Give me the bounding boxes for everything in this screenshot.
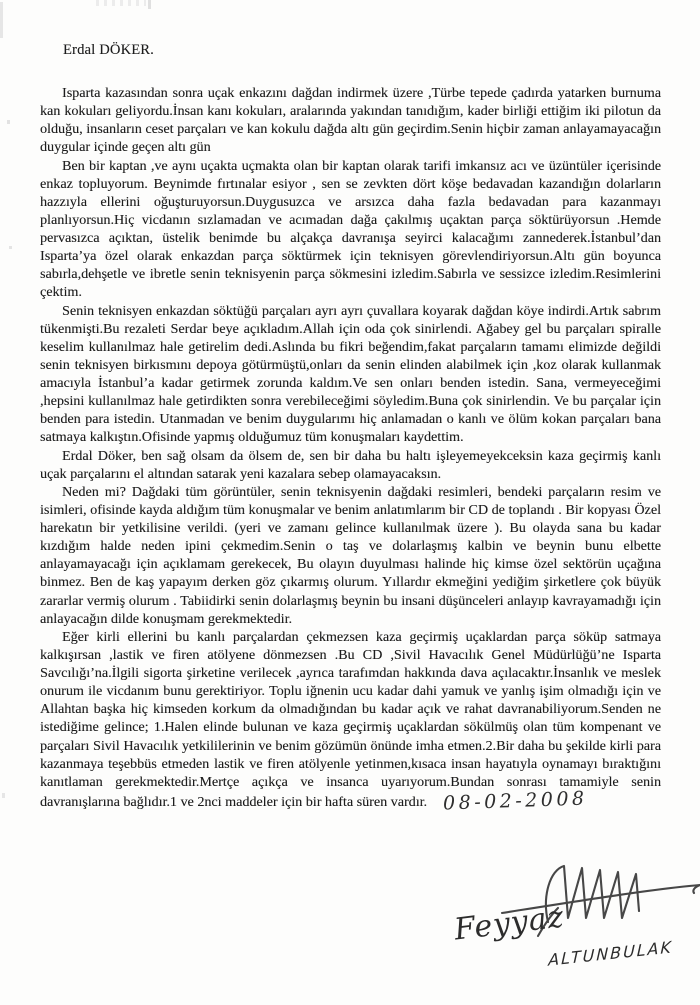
scan-artifact: [148, 0, 151, 9]
signature-block: [452, 856, 700, 991]
letter-paragraph: Ben bir kaptan ,ve aynı uçakta uçmakta olan bir kaptan olarak tarifi imkansız acı ve üzüntüler içerisinde enkaz topluyorum. Beynimde fırtınalar esiyor , sen se zevkten dört köşe bedavadan kazandığın dolarların hazzıyla ellerini oğuşturuyorsun.Duygusuzca ve arsızca daha fazla bedavadan para kazanmayı planlıyorsun.Hiç vicdanın sızlamadan ve acımadan dağa çakılmış uçaktan parça söktürüyorsun .Hemde pervasızca açıktan, üstelik benimde bu alçakça davranışa seyirci kalacağımı zannederek.İstanbul’dan Isparta’ya özel olarak enkazdan parça söktürmek için teknisyen görevlendiriyorsun.Altı gün boyunca sabırla,dehşetle ve ibretle senin teknisyenin parça sökmesini izledim.Sabırla ve sessizce izledim.Resimlerini çektim.: [40, 157, 661, 301]
scan-artifact: [2, 793, 5, 798]
signature-last-name: ALTUNBULAK: [548, 937, 674, 970]
addressee-line: Erdal DÖKER.: [63, 42, 154, 58]
letter-body: [40, 84, 661, 815]
scan-artifact: [7, 120, 10, 124]
scan-artifact: [0, 2, 3, 38]
handwritten-date: 08-02-2008: [442, 787, 588, 815]
signature-first-name: Feyyaz: [452, 899, 567, 948]
letter-paragraph: [40, 628, 661, 815]
letter-paragraph: Erdal Döker, ben sağ olsam da ölsem de, sen bir daha bu haltı işleyemeyekceksin kaza geçirmiş kanlı uçak parçalarını el altından satarak yeni kazalara sebep olamayacaksın.: [40, 447, 661, 482]
letter-paragraph: Neden mi? Dağdaki tüm görüntüler, senin teknisyenin dağdaki resimleri, bendeki parçaların resim ve isimleri, ofisinde kayda aldığım tüm konuşmalar ve benim anlatımlarım bir CD de toplandı . Bir kopyası Özel harekatın bir yetkilisine verildi. (yeri ve zamanı gelince kullanılmak üzere ). Bu olayda sana bu kadar kızdığım halde neden ipini çekmedim.Senin o taş ve dolarlaşmış kalbin ve beynin bunu elbette anlayamayacağı için açıklamam gerekecek, Bu olayın duyulması halinde hiç kimse özel sektörün uçağına binmez. Ben de kaş yapayım derken göz çıkarmış olurum. Yıllardır ekmeğini yediğim şirketlere çok büyük zararlar vermiş olurum . Tabiidirki senin dolarlaşmış beynin bu insani düşünceleri anlayıp kavrayamadığı için anlayacağın dilde konuşmam gerekmektedir.: [40, 483, 661, 627]
letter-paragraph: Isparta kazasından sonra uçak enkazını dağdan indirmek üzere ,Türbe tepede çadırda yatarken burnuma kan kokuları geliyordu.İnsan kanı kokuları, aralarında yakından tanıdığım, kader birliği ettiğim iki pilotun da olduğu, insanların ceset parçaları ve kan kokulu dağda altı gün geçirdim.Senin hiçbir zaman anlayamayacağın duygular içinde geçen altı gün: [40, 85, 661, 156]
letter-paragraph: Senin teknisyen enkazdan söktüğü parçaları ayrı ayrı çuvallara koyarak dağdan köye indirdi.Artık sabrım tükenmişti.Bu rezaleti Serdar beye açıkladım.Allah için oda çok sinirlendi. Ağabey gel bu parçaları spiralle keselim kullanılmaz hale getirelim dedi.Aslında bu fikri beğendim,fakat parçaların tamamı elimizde değildi senin teknisyen birkısmını depoya götürmüştü,onları da senin elinden alabilmek için ,koz olarak kullanmak amacıyla İstanbul’a kadar getirmek zorunda kaldım.Ve sen onları benden istedin. Sana, vermeyeceğimi ,hepsini kullanılmaz hale getirdikten sonra verebileceğimi söyledim.Buna çok sinirlendin. Ve bu parçalar için benden para istedin. Utanmadan ve benim duygularımı hiç anlamadan o kanlı ve ölüm kokan parçaları bana satmaya kalkıştın.Ofisinde yapmış olduğumuz tüm konuşmaları kaydettim.: [40, 302, 661, 446]
letter-paragraph-text: Eğer kirli ellerini bu kanlı parçalardan çekmezsen kaza geçirmiş uçaklardan parça söküp satmaya kalkışırsan ,lastik ve firen atölyene dönmezsen .Bu CD ,Sivil Havacılık Genel Müdürlüğü’ne Isparta Savcılığı’na.İlgili sigorta şirketine verilecek ,ayrıca tarafımdan hakkında dava açılacaktır.İnsanlık ve meslek onurum ile vicdanım bunu gerektiriyor. Toplu iğnenin ucu kadar dahi yamuk ve yanlış işim olmadığı için ve Allahtan başka hiç kimseden korkum da olmadığından bu kadar açık ve rahat davranabiliyorum.Senden ne istediğime gelince; 1.Halen elinde bulunan ve kaza geçirmiş uçaklardan sökülmüş olan tüm kompenant ve parçaları Sivil Havacılık yetkililerinin ve benim gözümün önünde imha etmen.2.Bir daha bu şekilde kirli para kazanmaya teşebbüs etmeden lastik ve firen atölyenle yetinmen,kısaca insan hayatıyla oynamayı bıraktığını kanıtlaman gerekmektedir.Mertçe açıkça ve insanca uyarıyorum.Bundan sonrası tamamiyle senin davranışlarına bağlıdır.1 ve 2nci maddeler için bir hafta süren vardır.: [40, 628, 661, 810]
scan-artifact: [96, 0, 146, 6]
scan-artifact: [9, 246, 12, 249]
